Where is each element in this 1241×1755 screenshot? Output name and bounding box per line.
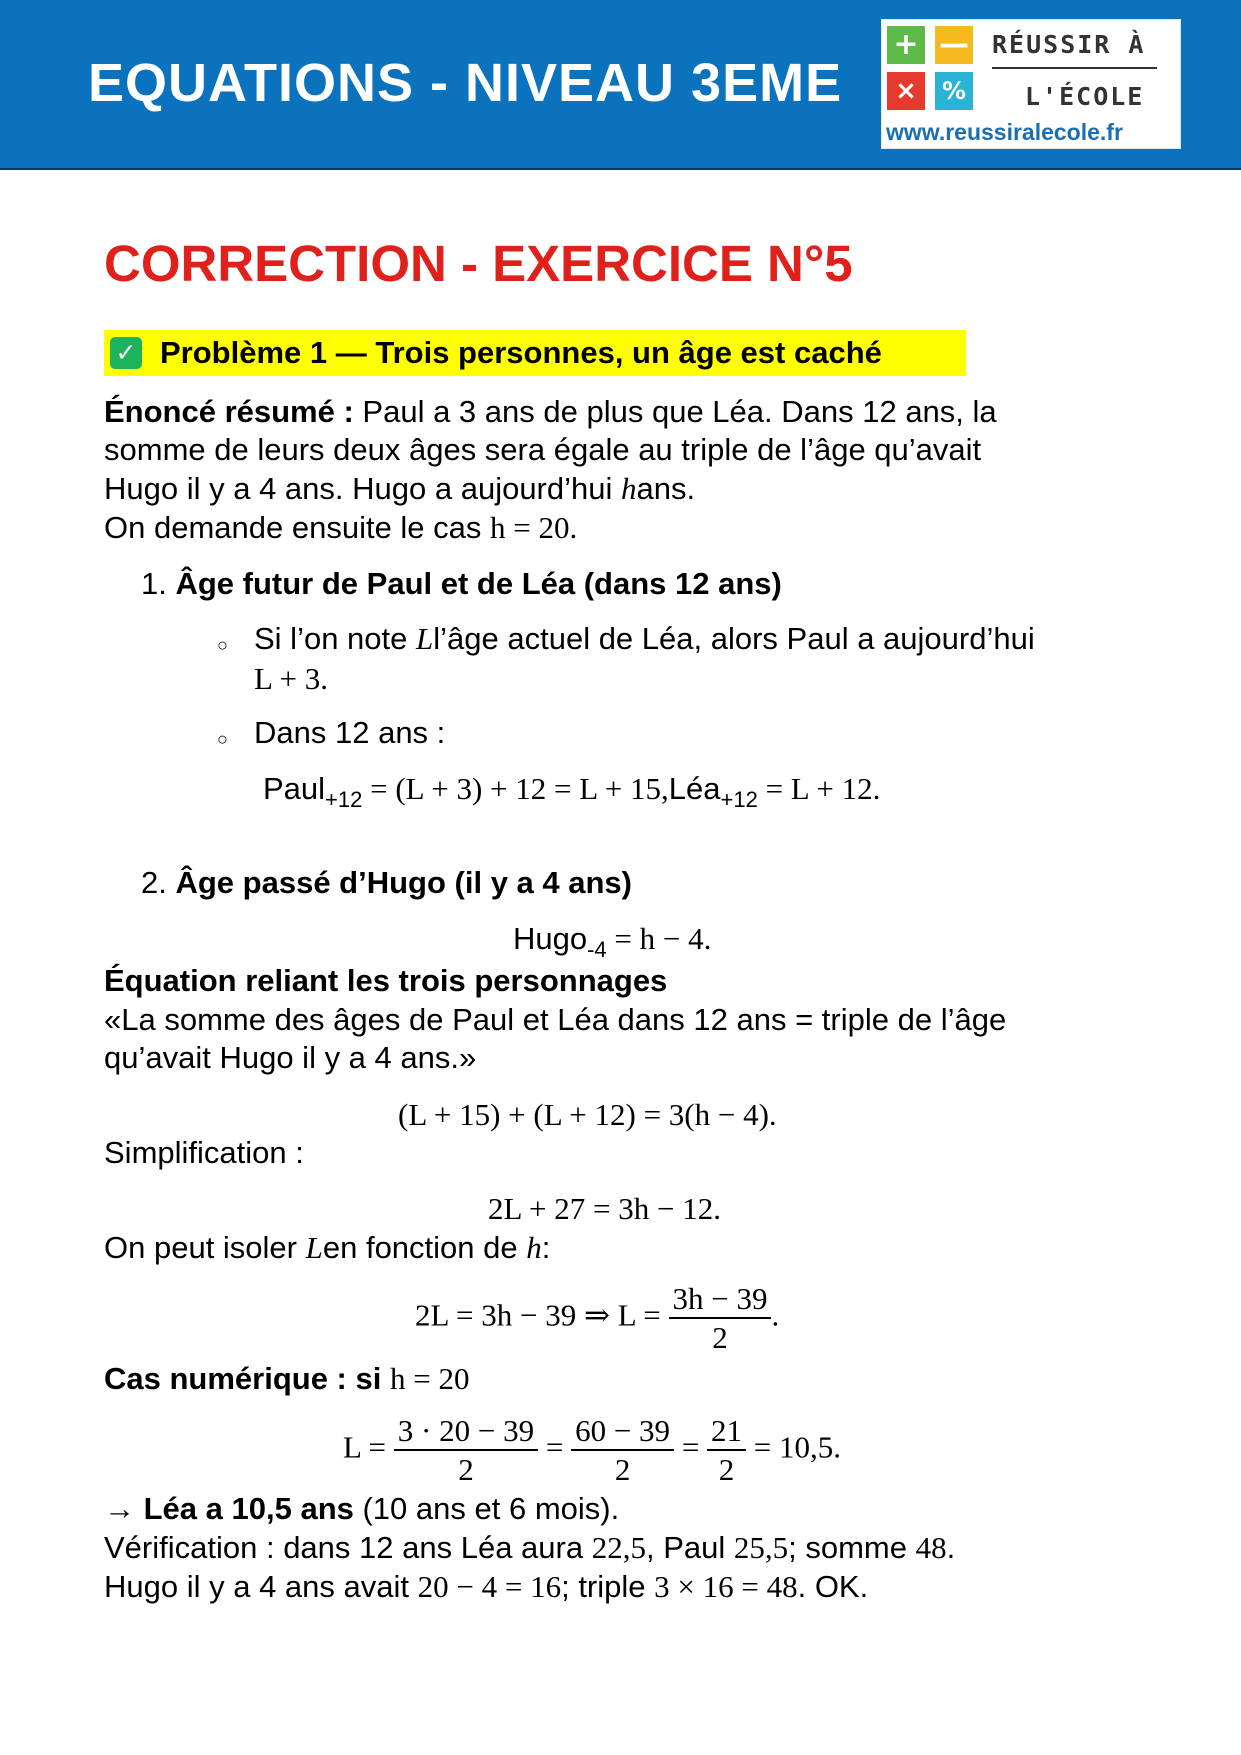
fraction-2 [571, 1412, 674, 1488]
section-title: CORRECTION - EXERCICE N°5 [104, 235, 853, 292]
problem-heading-text: Problème 1 — Trois personnes, un âge est caché [160, 335, 882, 370]
enonce-line-3 [104, 470, 695, 508]
item1-bullet2: Dans 12 ans : [254, 715, 446, 750]
item1-b1-post: l’âge actuel de Léa, alors Paul a aujourd’hui [433, 621, 1035, 656]
item1-title: Âge futur de Paul et de Léa (dans 12 ans) [175, 566, 782, 601]
verif-math: 20 − 4 = 16 [417, 1569, 562, 1604]
eq-num-left: L = [343, 1429, 387, 1465]
eq-hugo-sub: -4 [587, 937, 607, 962]
logo-text-line1: RÉUSSIR À [992, 30, 1146, 59]
var-L: L [305, 1230, 323, 1265]
enonce-text-3: Hugo il y a 4 ans. Hugo a aujourd’hui [104, 471, 621, 506]
enonce-text-3b: ans. [636, 471, 696, 506]
quote-line-2: qu’avait Hugo il y a 4 ans.» [104, 1040, 477, 1075]
item1-heading [141, 565, 782, 603]
equation-paul-lea [263, 770, 880, 819]
bullet-icon: ○ [217, 635, 228, 655]
fraction-3 [707, 1412, 746, 1488]
logo[interactable] [881, 19, 1181, 149]
equation-numeric: L = $\frac{3 \cdot 20 - 39}{2}$ = $\frac{60 - 39}{2}$ = $\frac{21}{2}$ = 10,5. [343, 1413, 842, 1488]
minus-icon: — [935, 26, 973, 64]
item1-bullet1-math: L + 3. [254, 661, 329, 696]
eq-paul-math: = (L + 3) + 12 = L + 15, [362, 771, 669, 806]
enonce-text-4: On demande ensuite le cas [104, 510, 491, 545]
eq-hugo-label: Hugo [513, 921, 588, 956]
eq-iso-end: . [771, 1297, 780, 1333]
header-banner [0, 0, 1241, 170]
isoler-pre: On peut isoler [104, 1230, 306, 1265]
fraction-iso [669, 1280, 772, 1356]
verif-math: 3 × 16 = 48 [654, 1569, 798, 1604]
verif-math: 25,5 [733, 1530, 789, 1565]
isoler-mid: en fonction de [322, 1230, 527, 1265]
eq-lea-label: Léa [668, 771, 721, 806]
frac-denominator: 2 [718, 1452, 735, 1488]
frac-numerator: 21 [707, 1412, 746, 1451]
cas-numerique-line [104, 1360, 469, 1398]
eq-iso-left: 2L = 3h − 39 ⇒ L = [415, 1297, 661, 1333]
item1-bullet1-line1 [254, 620, 1035, 658]
times-icon: × [887, 72, 925, 110]
verif-math: 48 [915, 1530, 947, 1565]
eq-paul-sub: +12 [325, 787, 363, 812]
var-h: h [526, 1230, 542, 1265]
verif-text: . [946, 1530, 956, 1565]
frac-denominator: 2 [458, 1452, 474, 1488]
frac-numerator: 3 · 20 − 39 [394, 1412, 538, 1451]
result-bold: Léa a 10,5 ans [143, 1491, 354, 1526]
equation-isolated [415, 1280, 779, 1356]
eq-hugo-math: = h − 4. [606, 921, 712, 956]
cas-label: Cas numérique : si [104, 1361, 390, 1396]
verif-text: ; somme [788, 1530, 916, 1565]
logo-divider [992, 67, 1157, 69]
percent-icon: % [935, 72, 973, 110]
var-L: L [416, 621, 434, 656]
verif-math: 22,5 [591, 1530, 646, 1565]
verif-text: . OK. [797, 1569, 869, 1604]
frac-denominator: 2 [614, 1452, 631, 1488]
item2-number: 2. [141, 865, 167, 900]
simplification-label: Simplification : [104, 1135, 304, 1170]
enonce-line-2: somme de leurs deux âges sera égale au triple de l’âge qu’avait [104, 432, 982, 467]
item1-number: 1. [141, 566, 167, 601]
check-icon: ✓ [110, 337, 142, 369]
equation-title: Équation reliant les trois personnages [104, 963, 668, 998]
isoler-post: : [541, 1230, 551, 1265]
verif-text: Vérification : dans 12 ans Léa aura [104, 1530, 592, 1565]
enonce-label: Énoncé résumé : [104, 394, 354, 429]
problem-heading [104, 330, 966, 376]
cas-math: h = 20 [389, 1361, 470, 1396]
eq-num-end: = 10,5. [753, 1429, 842, 1465]
enonce-text-1: Paul a 3 ans de plus que Léa. Dans 12 ans, la [353, 394, 997, 429]
math-h-eq-20: h = 20. [490, 510, 578, 545]
isoler-line [104, 1229, 550, 1267]
arrow-icon: → [104, 1491, 144, 1526]
eq-lea-math: = L + 12. [757, 771, 881, 806]
verif-text: Hugo il y a 4 ans avait [104, 1569, 418, 1604]
result-line [104, 1490, 619, 1528]
result-rest: (10 ans et 6 mois). [353, 1491, 620, 1526]
plus-icon: + [887, 26, 925, 64]
enonce-line-4 [104, 509, 577, 547]
item2-heading [141, 864, 632, 902]
enonce-line-1 [104, 393, 997, 431]
logo-text-line2: L'ÉCOLE [1025, 82, 1145, 111]
page-title: EQUATIONS - NIVEAU 3EME [88, 53, 843, 113]
eq-lea-sub: +12 [720, 787, 758, 812]
fraction-1 [394, 1412, 538, 1488]
equation-simplified: 2L + 27 = 3h − 12. [488, 1191, 721, 1226]
item2-title: Âge passé d’Hugo (il y a 4 ans) [175, 865, 632, 900]
item1-b1-pre: Si l’on note [254, 621, 416, 656]
logo-url-link[interactable]: www.reussiralecole.fr [886, 119, 1123, 145]
quote-line-1: «La somme des âges de Paul et Léa dans 12 ans = triple de l’âge [104, 1002, 1007, 1037]
verif-text: ; triple [561, 1569, 655, 1604]
frac-denominator: 2 [712, 1320, 728, 1356]
eq-paul-label: Paul [263, 771, 326, 806]
frac-numerator: 60 − 39 [571, 1412, 674, 1451]
verification-line-2 [104, 1568, 868, 1606]
frac-numerator: 3h − 39 [669, 1280, 772, 1319]
verification-line-1 [104, 1529, 955, 1567]
verif-text: , Paul [645, 1530, 734, 1565]
equation-main: (L + 15) + (L + 12) = 3(h − 4). [398, 1097, 777, 1132]
var-h: h [621, 471, 637, 506]
bullet-icon: ○ [217, 729, 228, 749]
